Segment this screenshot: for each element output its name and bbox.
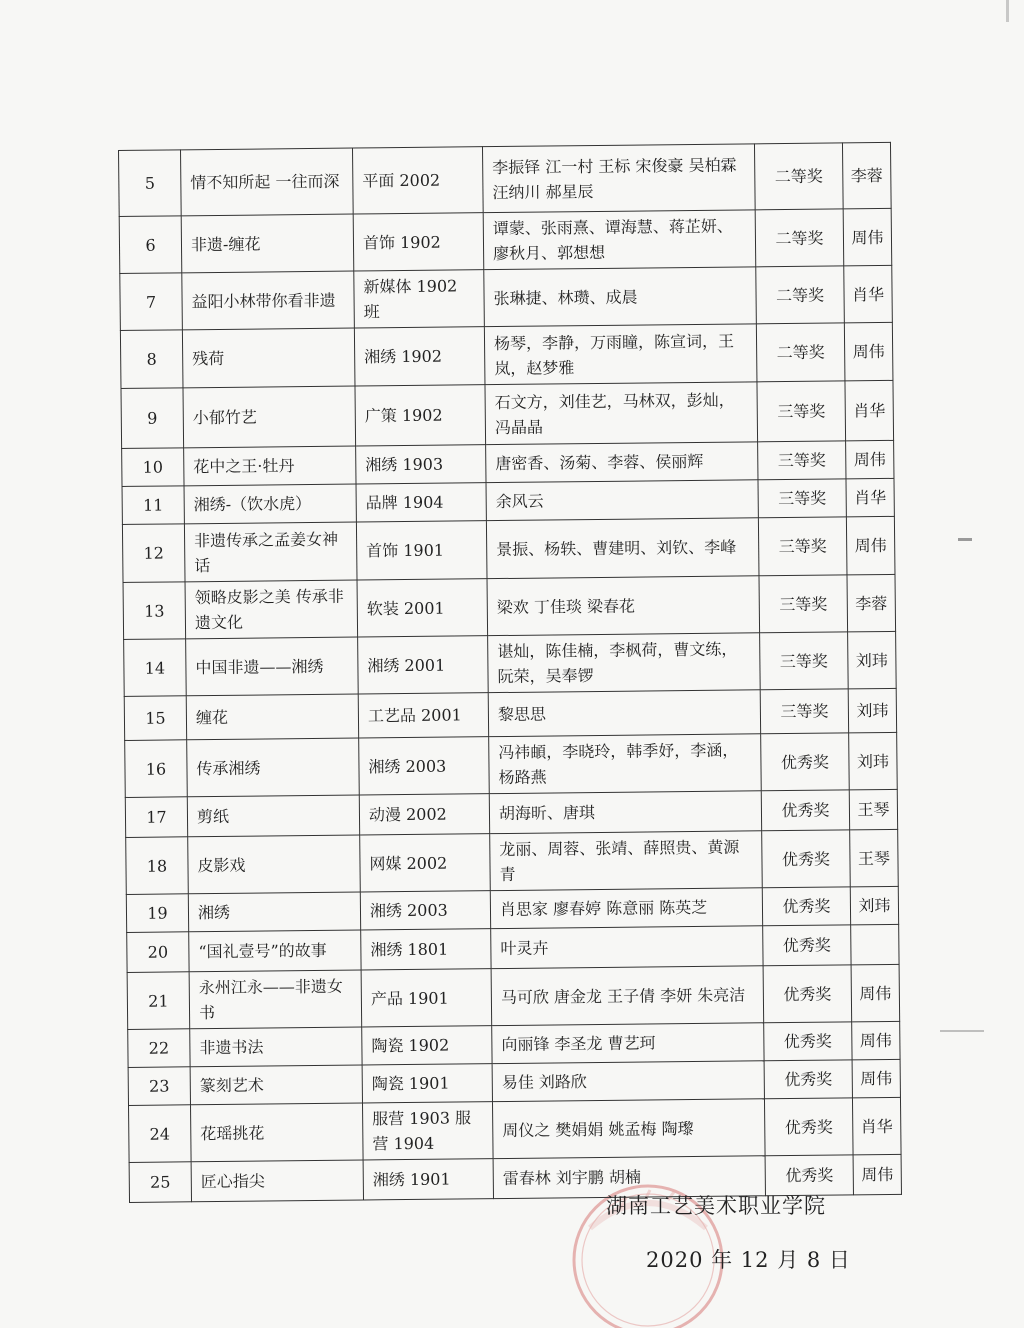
team-members: 马可欣 唐金龙 王子倩 李妍 朱亮洁	[491, 966, 764, 1026]
project-title: 残荷	[182, 328, 355, 388]
awards-table	[118, 142, 902, 1203]
team-members: 向丽锋 李圣龙 曹艺珂	[492, 1023, 764, 1064]
team-members: 黎思思	[488, 690, 760, 737]
award-level: 二等奖	[755, 209, 844, 267]
class-name: 广策 1902	[355, 385, 486, 446]
class-name: 产品 1901	[361, 969, 492, 1027]
class-name: 服营 1903 服营 1904	[362, 1102, 493, 1160]
award-level: 优秀奖	[762, 887, 850, 926]
advisor-teacher: 李蓉	[842, 142, 891, 208]
project-title: 匠心指尖	[191, 1160, 363, 1202]
award-level: 优秀奖	[761, 733, 850, 791]
advisor-teacher: 王琴	[849, 789, 897, 830]
class-name: 软装 2001	[357, 579, 488, 637]
project-title: 剪纸	[187, 795, 359, 837]
award-level: 优秀奖	[765, 1155, 853, 1196]
project-title: “国礼壹号”的故事	[189, 930, 361, 972]
row-number: 17	[125, 797, 187, 838]
advisor-teacher: 周伟	[846, 440, 894, 479]
award-level: 三等奖	[757, 381, 846, 442]
advisor-teacher: 周伟	[853, 1154, 901, 1195]
class-name: 湘绣 2001	[358, 636, 489, 694]
advisor-teacher: 周伟	[843, 208, 892, 265]
team-members: 叶灵卉	[491, 926, 763, 969]
class-name: 湘绣 2003	[359, 737, 490, 795]
table-row	[124, 631, 897, 696]
award-level: 优秀奖	[761, 790, 849, 831]
class-name: 湘绣 1901	[363, 1159, 493, 1200]
class-name: 湘绣 1902	[354, 327, 485, 386]
advisor-teacher: 周伟	[846, 516, 895, 574]
table-row	[129, 1097, 902, 1162]
row-number: 8	[120, 330, 183, 389]
row-number: 6	[119, 216, 182, 274]
advisor-teacher: 周伟	[852, 1059, 900, 1098]
team-members: 易佳 刘路欣	[492, 1061, 764, 1102]
project-title: 非遗传承之孟姜女神话	[184, 522, 357, 582]
project-title: 中国非遗——湘绣	[186, 637, 359, 696]
team-members: 张琳捷、林瓒、成晨	[484, 267, 757, 327]
project-title: 益阳小林带你看非遗	[182, 271, 355, 330]
team-members: 谭蒙、张雨熹、谭海慧、蒋芷妍、廖秋月、郭想想	[483, 210, 756, 270]
project-title: 领略皮影之美 传承非遗文化	[185, 580, 358, 639]
class-name: 首饰 1901	[356, 521, 487, 580]
team-members: 石文方，刘佳艺，马林双，彭灿，冯晶晶	[485, 382, 758, 445]
row-number: 22	[128, 1029, 190, 1068]
class-name: 湘绣 1903	[356, 445, 486, 484]
project-title: 永州江永——非遗女书	[189, 970, 362, 1029]
award-level: 三等奖	[758, 441, 846, 480]
issue-date: 2020 年 12 月 8 日	[646, 1248, 851, 1272]
table-row	[127, 964, 900, 1029]
team-members: 杨琴，李静，万雨瞳，陈宣词，王岚，赵梦雅	[484, 324, 757, 385]
project-title: 缠花	[186, 694, 358, 740]
advisor-teacher: 刘玮	[848, 688, 896, 733]
advisor-teacher: 周伟	[844, 322, 893, 380]
row-number: 7	[120, 273, 183, 331]
advisor-teacher: 肖华	[846, 478, 894, 517]
issuing-organization: 湖南工艺美术职业学院	[606, 1194, 826, 1218]
award-level: 三等奖	[758, 479, 846, 518]
team-members: 周仪之 樊娟娟 姚孟梅 陶瓈	[492, 1099, 765, 1159]
team-members: 雷春林 刘宇鹏 胡楠	[493, 1156, 765, 1199]
award-level: 二等奖	[756, 323, 845, 382]
advisor-teacher: 周伟	[852, 1021, 900, 1060]
award-level: 三等奖	[760, 689, 848, 734]
scan-speck	[1006, 0, 1009, 22]
table-row	[122, 516, 895, 582]
row-number: 16	[125, 740, 188, 798]
project-title: 小郁竹艺	[183, 386, 356, 448]
project-title: 花中之王·牡丹	[184, 446, 356, 486]
project-title: 湘绣	[188, 892, 360, 932]
row-number: 10	[122, 448, 184, 487]
award-level: 优秀奖	[762, 830, 851, 888]
row-number: 15	[124, 696, 186, 741]
advisor-teacher	[851, 924, 899, 965]
team-members: 景振、杨轶、曹建明、刘钦、李峰	[486, 518, 759, 579]
advisor-teacher: 刘玮	[848, 631, 897, 688]
scan-speck	[940, 1030, 984, 1032]
row-number: 9	[121, 388, 184, 449]
class-name: 陶瓷 1901	[362, 1064, 492, 1103]
award-level: 优秀奖	[764, 1060, 852, 1099]
row-number: 5	[119, 150, 182, 217]
class-name: 平面 2002	[352, 147, 483, 214]
row-number: 11	[122, 486, 184, 525]
project-title: 湘绣-（饮水虎）	[184, 484, 356, 524]
table-row	[119, 208, 892, 273]
project-title: 非遗书法	[190, 1027, 362, 1067]
table-row	[120, 265, 893, 330]
project-title: 非遗-缠花	[181, 214, 354, 273]
award-level: 二等奖	[754, 143, 843, 210]
advisor-teacher: 李蓉	[847, 574, 896, 631]
team-members: 肖思家 廖春婷 陈意丽 陈英芝	[490, 888, 762, 929]
class-name: 品牌 1904	[356, 483, 486, 522]
team-members: 胡海昕、唐琪	[489, 791, 761, 834]
row-number: 13	[123, 582, 186, 640]
team-members: 李振铎 江一村 王标 宋俊豪 吴柏霖 汪纳川 郝星辰	[482, 144, 755, 213]
team-members: 唐密香、汤菊、李蓉、侯丽辉	[486, 442, 758, 483]
project-title: 传承湘绣	[187, 738, 360, 797]
table-row	[120, 322, 893, 388]
award-level: 三等奖	[759, 575, 848, 633]
team-members: 谌灿，陈佳楠，李枫荷，曹文练，阮荣，吴奉锣	[488, 633, 761, 693]
advisor-teacher: 刘玮	[850, 886, 898, 925]
table-row	[121, 380, 894, 448]
advisor-teacher: 肖华	[852, 1097, 901, 1154]
team-members: 余风云	[486, 480, 758, 521]
row-number: 20	[127, 932, 189, 973]
award-level: 优秀奖	[763, 925, 851, 966]
row-number: 14	[124, 639, 187, 697]
award-level: 二等奖	[756, 266, 845, 324]
scan-speck	[958, 538, 972, 541]
project-title: 情不知所起 一往而深	[181, 148, 354, 216]
row-number: 23	[128, 1067, 190, 1106]
class-name: 首饰 1902	[353, 213, 484, 271]
advisor-teacher: 周伟	[851, 964, 900, 1021]
class-name: 工艺品 2001	[358, 693, 488, 738]
class-name: 陶瓷 1902	[362, 1026, 492, 1065]
awards-table-container	[118, 142, 902, 1203]
team-members: 龙丽、周蓉、张靖、薛照贵、黄源青	[490, 831, 763, 891]
award-level: 优秀奖	[764, 1022, 852, 1061]
class-name: 湘绣 2003	[360, 891, 490, 930]
advisor-teacher: 王琴	[850, 829, 899, 886]
row-number: 24	[129, 1105, 192, 1163]
award-level: 三等奖	[760, 632, 849, 690]
team-members: 梁欢 丁佳琰 梁春花	[487, 576, 760, 636]
advisor-teacher: 肖华	[845, 380, 894, 440]
row-number: 25	[129, 1162, 191, 1203]
row-number: 18	[126, 837, 189, 895]
class-name: 动漫 2002	[359, 794, 489, 835]
table-row	[119, 142, 892, 216]
award-level: 优秀奖	[764, 1098, 853, 1156]
class-name: 网媒 2002	[360, 834, 491, 892]
advisor-teacher: 肖华	[844, 265, 893, 322]
table-row	[125, 732, 898, 797]
award-level: 三等奖	[758, 517, 847, 576]
row-number: 12	[122, 524, 185, 583]
class-name: 新媒体 1902 班	[354, 270, 485, 328]
advisor-teacher: 刘玮	[849, 732, 898, 789]
award-level: 优秀奖	[763, 965, 852, 1023]
table-row	[123, 574, 896, 639]
team-members: 冯祎頔，李晓玲，韩季妤，李涵，杨路燕	[489, 734, 762, 794]
project-title: 篆刻艺术	[190, 1065, 362, 1105]
project-title: 花瑶挑花	[191, 1103, 364, 1162]
row-number: 21	[127, 972, 190, 1030]
class-name: 湘绣 1801	[361, 929, 491, 970]
table-row	[126, 829, 899, 894]
project-title: 皮影戏	[188, 835, 361, 894]
row-number: 19	[126, 894, 188, 933]
